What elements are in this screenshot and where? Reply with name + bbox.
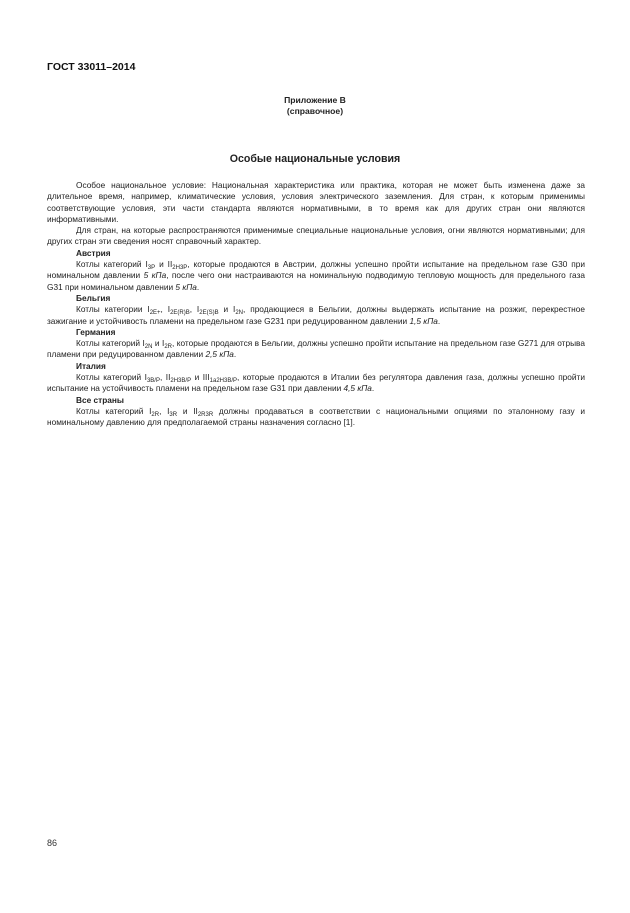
appendix-subtitle: (справочное)	[286, 106, 344, 116]
page-number: 86	[47, 838, 58, 848]
paragraph-austria: Котлы категорий $I_{3P}$ и $II_{2H3P}$, которые продаются в Австрии, должны успешно пройти испытание на предельном газе G30 при номинальном давлении 5 кПа, после чего они настраиваются на номинальную подводимую тепловую мощность для предельного газа G31 при номинальном давлении 5 кПа.	[47, 259, 585, 292]
paragraph-italy: Котлы категорий $I_{3B/P}$, $II_{2H3B/P}$ и $III_{1a2H3B/P}$, которые продаются в Италии без регулятора давления газа, должны успешно пройти испытание на устойчивость пламени на предельном газе G31 при давлении 4,5 кПа.	[47, 372, 585, 394]
document-code: ГОСТ 33011–2014	[47, 61, 136, 73]
paragraph-normative: Для стран, на которые распространяются применимые специальные национальные условия, огни являются нормативными; для других стран эти сведения носят справочный характер.	[47, 225, 585, 247]
appendix-title: Приложение В	[284, 95, 346, 105]
appendix-heading	[0, 95, 630, 117]
heading-belgium: Бельгия	[76, 292, 111, 303]
paragraph-all-countries: Котлы категорий $I_{2R}$, $I_{3R}$ и $II_{2R3R}$ должны продаваться в соответствии с национальными опциями по эталонному газу и номинальному давлению для предполагаемой страны назначения согласно [1].	[47, 405, 586, 428]
paragraph-definition: Особое национальное условие: Национальная характеристика или практика, которая не может быть изменена даже за длительное время, например, климатические условия, условия электрического заземления. Для стран, к которым применимы соответствующие условия, эти части стандарта являются нормативными, в то время как для других стран они являются информативными.	[47, 180, 585, 224]
heading-germany: Германия	[76, 326, 116, 337]
paragraph-germany: Котлы категорий $I_{2N}$ и $I_{2R}$, которые продаются в Бельгии, должны успешно пройти испытание на предельном газе G271 для отрыва пламени при редуцированном давлении 2,5 кПа.	[47, 338, 585, 360]
document-body	[47, 180, 585, 429]
heading-austria: Австрия	[76, 247, 111, 258]
paragraph-belgium: Котлы категории $I_{2E+}$, $I_{2E(R)B}$, $I_{2E(S)B}$ и $I_{2N}$, продающиеся в Бельгии, должны выдержать испытание на розжиг, перекрестное зажигание и устойчивость пламени на предельном газе G231 при редуцированном давлении 1,5 кПа.	[47, 304, 585, 326]
heading-italy: Италия	[76, 360, 106, 371]
heading-all-countries: Все страны	[76, 394, 124, 405]
section-title: Особые национальные условия	[229, 153, 401, 165]
